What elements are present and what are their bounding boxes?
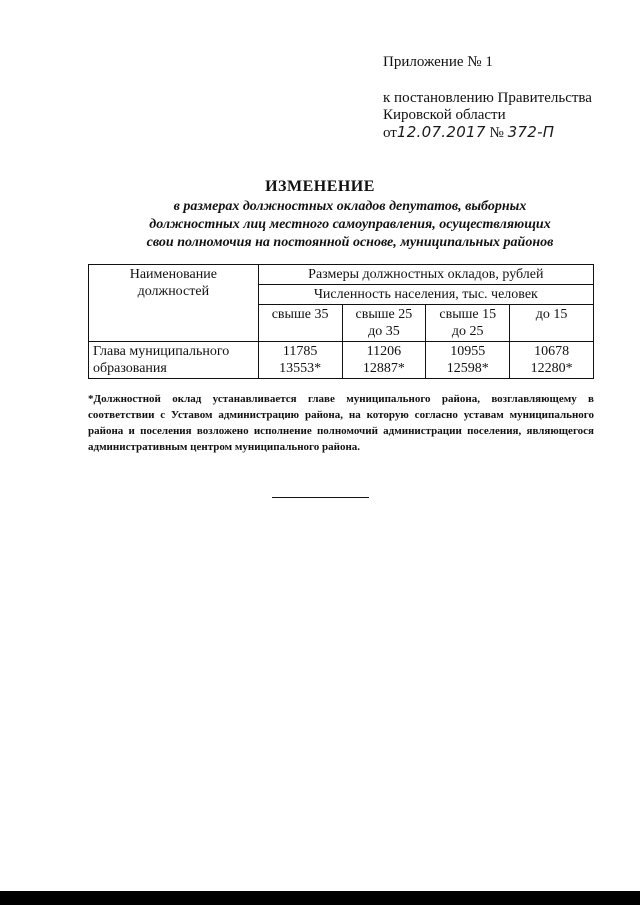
- salary-cell: [342, 342, 426, 379]
- column-header-line: до 25: [451, 324, 484, 339]
- handwritten-number: 372-П: [507, 123, 555, 141]
- column-header-line: свыше 25: [355, 307, 413, 322]
- position-header-cell: [89, 265, 259, 342]
- position-header-line: Наименование: [129, 267, 217, 282]
- end-rule-divider: [272, 497, 369, 498]
- salary-cell: [258, 342, 342, 379]
- position-name-line: Глава муниципального: [93, 344, 230, 359]
- number-prefix: №: [489, 125, 504, 141]
- subtitle-line: должностных лиц местного самоуправления, осуществляющих: [149, 217, 551, 232]
- date-prefix: от: [383, 125, 397, 141]
- appendix-label: Приложение № 1: [383, 54, 493, 70]
- table-header-row: [89, 265, 594, 285]
- salary-cell: [426, 342, 510, 379]
- position-name-cell: [89, 342, 259, 379]
- salary-value-alt: 12280*: [530, 361, 573, 376]
- subtitle-line: свои полномочия на постоянной основе, муниципальных районов: [146, 235, 554, 250]
- column-header-line: свыше 15: [439, 307, 497, 322]
- date-number-line: [383, 124, 592, 142]
- subtitle-line: в размерах должностных окладов депутатов, выборных: [173, 199, 527, 214]
- column-header-line: свыше 35: [271, 307, 329, 322]
- salary-value: 10678: [534, 344, 570, 359]
- salary-value-alt: 13553*: [279, 361, 322, 376]
- salary-value-alt: 12598*: [446, 361, 489, 376]
- position-name-line: образования: [93, 361, 167, 376]
- salary-cell: [510, 342, 594, 379]
- salary-group-header: Размеры должностных окладов, рублей: [258, 265, 593, 285]
- population-subheader: Численность населения, тыс. человек: [258, 285, 593, 305]
- document-subtitle: [100, 198, 600, 252]
- salary-value-alt: 12887*: [362, 361, 405, 376]
- table-row: [89, 342, 594, 379]
- salary-value: 10955: [450, 344, 486, 359]
- salary-table: [88, 264, 594, 379]
- salary-value: 11785: [282, 344, 318, 359]
- footnote: *Должностной оклад устанавливается главе муниципального района, возглавляющему в соответствии с Уставом администрацию района, на которую согласно уставам муниципального района и поселения возложено исполнение полномочий администрации поселения, являющегося административным центром муниципального района.: [88, 393, 594, 453]
- column-header: [510, 305, 594, 342]
- document-title: ИЗМЕНЕНИЕ: [265, 178, 375, 195]
- column-header: [426, 305, 510, 342]
- appendix-header: [383, 54, 592, 142]
- region-line: Кировской области: [383, 107, 506, 123]
- resolution-line: к постановлению Правительства: [383, 90, 592, 106]
- scan-edge-bar: [0, 891, 640, 905]
- column-header: [342, 305, 426, 342]
- handwritten-date: 12.07.2017: [396, 123, 486, 141]
- position-header-line: должностей: [137, 284, 210, 299]
- column-header-line: до 15: [535, 307, 568, 322]
- salary-value: 11206: [366, 344, 402, 359]
- column-header-line: до 35: [368, 324, 400, 339]
- column-header: [258, 305, 342, 342]
